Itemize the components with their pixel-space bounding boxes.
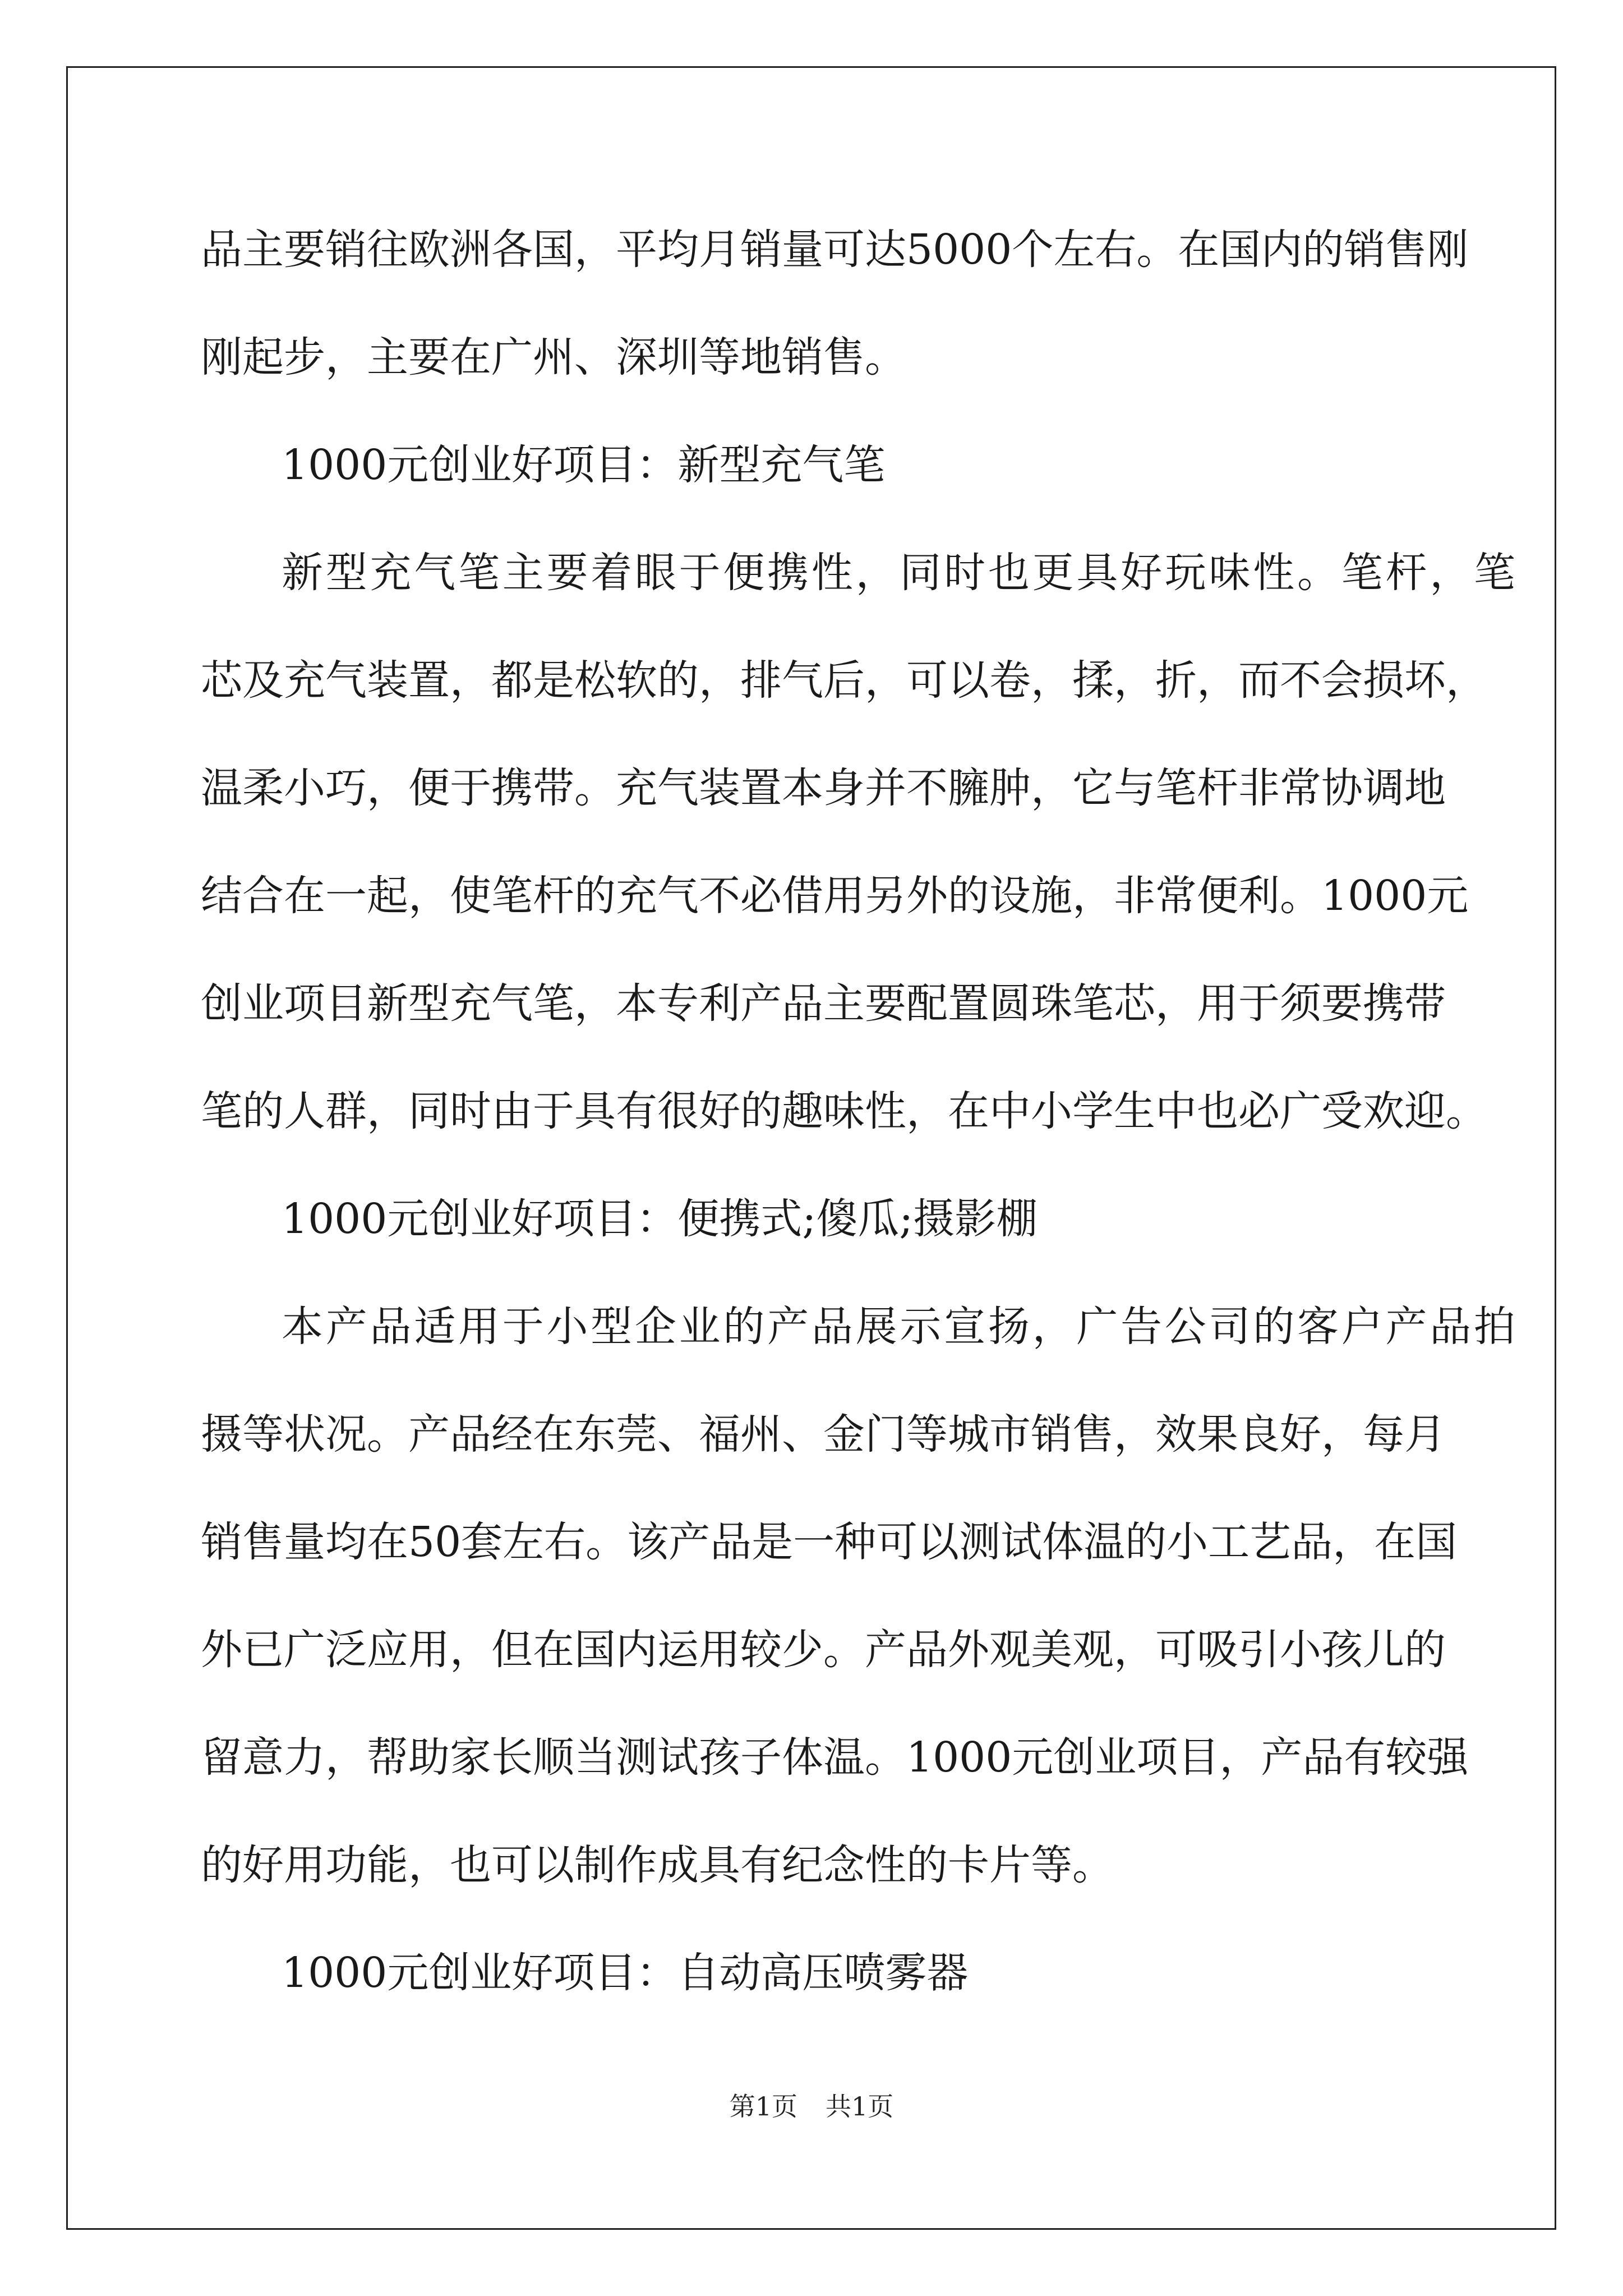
text-line: 摄等状况。产品经在东莞、福州、金门等城市销售，效果良好，每月 xyxy=(201,1410,1446,1458)
text-line: 刚起步，主要在广州、深圳等地销售。 xyxy=(201,333,906,381)
document-body xyxy=(201,216,1515,2047)
section-heading: 1000元创业好项目：新型充气笔 xyxy=(282,441,886,489)
text-line: 结合在一起，使笔杆的充气不必借用另外的设施，非常便利。1000元 xyxy=(201,872,1469,920)
page-number: 第1页 xyxy=(729,2091,797,2122)
text-line: 品主要销往欧洲各国，平均月销量可达5000个左右。在国内的销售刚 xyxy=(201,226,1469,274)
text-line: 的好用功能，也可以制作成具有纪念性的卡片等。 xyxy=(201,1841,1114,1889)
text-line: 新型充气笔主要着眼于便携性，同时也更具好玩味性。笔杆，笔 xyxy=(282,549,1515,597)
text-line: 本产品适用于小型企业的产品展示宣扬，广告公司的客户产品拍 xyxy=(282,1303,1515,1351)
section-heading: 1000元创业好项目：便携式;傻瓜;摄影棚 xyxy=(282,1195,1038,1243)
text-line: 创业项目新型充气笔，本专利产品主要配置圆珠笔芯，用于须要携带 xyxy=(201,979,1446,1028)
text-line: 温柔小巧，便于携带。充气装置本身并不臃肿，它与笔杆非常协调地 xyxy=(201,764,1446,812)
text-line: 笔的人群，同时由于具有很好的趣味性，在中小学生中也必广受欢迎。 xyxy=(201,1087,1487,1135)
text-line: 留意力，帮助家长顺当测试孩子体温。1000元创业项目，产品有较强 xyxy=(201,1733,1469,1782)
text-line: 销售量均在50套左右。该产品是一种可以测试体温的小工艺品，在国 xyxy=(201,1518,1458,1566)
page-total: 共1页 xyxy=(826,2091,894,2122)
page-footer xyxy=(0,2090,1623,2123)
section-heading: 1000元创业好项目：自动高压喷雾器 xyxy=(282,1949,969,1997)
text-line: 芯及充气装置，都是松软的，排气后，可以卷，揉，折，而不会损坏， xyxy=(201,656,1487,705)
text-line: 外已广泛应用，但在国内运用较少。产品外观美观，可吸引小孩儿的 xyxy=(201,1626,1446,1674)
